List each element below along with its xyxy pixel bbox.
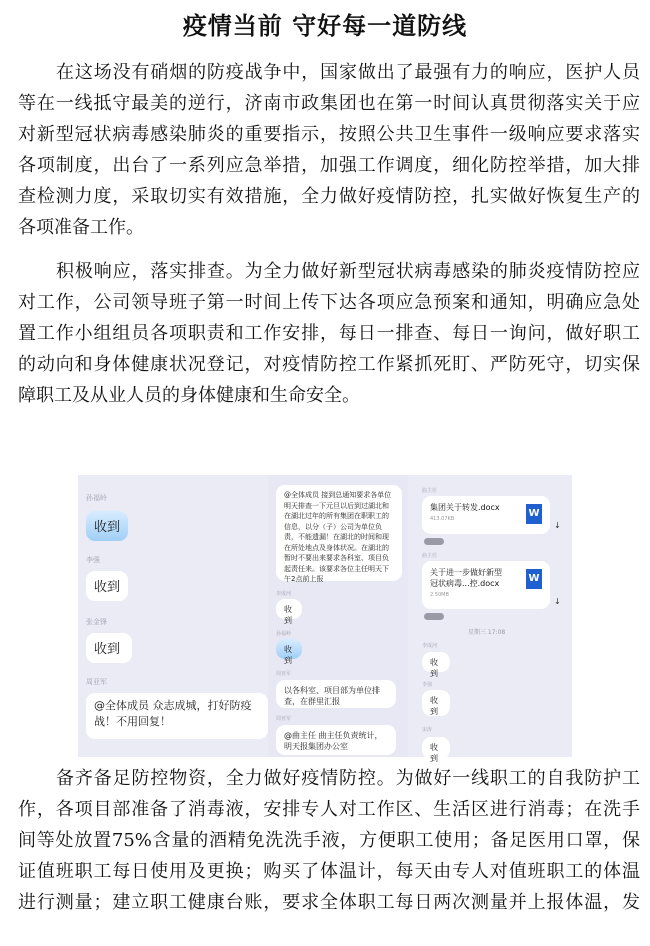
paragraph-3 [18, 763, 640, 918]
status-tag [424, 538, 444, 545]
file-size: 413.07KB [430, 516, 455, 522]
sender-name: 张金锋 [86, 618, 107, 626]
chat-column-2 [268, 475, 408, 757]
sender-name: 宋涛 [422, 727, 433, 733]
chat-bubble: @曲主任 曲主任负责统计，明天报集团办公室 [276, 725, 396, 755]
text-line: 各项准备工作。 [18, 217, 144, 238]
text-line: 查检测力度，采取切实有效措施，全力做好疫情防控，扎实做好恢复生产的 [18, 186, 640, 207]
sender-name: 曲主任 [422, 553, 438, 559]
text-line: 障职工及从业人员的身体健康和生命安全。 [18, 385, 360, 406]
sender-name: 孙福岭 [86, 494, 107, 502]
chat-bubble: 收到 [86, 511, 128, 541]
download-icon[interactable]: ↓ [554, 521, 561, 530]
paragraph-2 [18, 256, 640, 411]
chat-bubble: 收到 [422, 652, 450, 672]
file-name: 集团关于转发.docx [430, 503, 500, 512]
sender-name: 李强 [422, 682, 433, 688]
chat-column-1 [78, 475, 268, 757]
file-name: 关于进一步做好新型冠状病毒...控.docx [430, 568, 502, 588]
chat-bubble: 收到 [422, 737, 450, 759]
chat-bubble: 收到 [276, 639, 302, 659]
text-line: 置工作小组组员各项职责和工作安排，每日一排查、每日一询问，做好职工 [18, 323, 640, 344]
text-line: 证值班职工每日使用及更换；购买了体温计，每天由专人对值班职工的体温 [18, 861, 640, 882]
word-document-icon: W [526, 569, 542, 589]
text-line: 的动向和身体健康状况登记，对疫情防控工作紧抓死盯、严防死守，切实保 [18, 354, 640, 375]
chat-bubble: 收到 [422, 690, 450, 716]
file-size: 2.50MB [430, 592, 449, 598]
sender-name: 周亚军 [86, 678, 107, 686]
text-line: 积极响应，落实排查。为全力做好新型冠状病毒感染的肺炎疫情防控应 [56, 261, 640, 282]
timestamp: 星期三 17:08 [468, 629, 506, 636]
chat-column-3 [410, 475, 572, 763]
text-line: 作，各项目部准备了消毒液，安排专人对工作区、生活区进行消毒；在洗手 [18, 799, 640, 820]
chat-bubble: 收到 [86, 571, 128, 601]
text-line: 进行测量；建立职工健康台账，要求全体职工每日两次测量并上报体温，发 [18, 892, 640, 913]
page-title: 疫情当前 守好每一道防线 [182, 12, 468, 40]
file-message[interactable] [422, 561, 550, 609]
sender-name: 曲主任 [422, 488, 438, 494]
sender-name: 孙福岭 [276, 631, 292, 637]
sender-name: 李成河 [276, 591, 292, 597]
text-line: 等在一线抵守最美的逆行，济南市政集团也在第一时间认真贯彻落实关于应 [18, 93, 640, 114]
sender-name: 李强 [86, 556, 100, 564]
paragraph-1 [18, 57, 640, 243]
text-line: 在这场没有硝烟的防疫战争中，国家做出了最强有力的响应，医护人员 [56, 62, 640, 83]
text-line: 对工作，公司领导班子第一时间上传下达各项应急预案和通知，明确应急处 [18, 292, 640, 313]
text-line: 备齐备足防控物资，全力做好疫情防控。为做好一线职工的自我防护工 [56, 768, 640, 789]
download-icon[interactable]: ↓ [554, 597, 561, 606]
text-line: 对新型冠状病毒感染肺炎的重要指示，按照公共卫生事件一级响应要求落实 [18, 124, 640, 145]
word-document-icon: W [526, 504, 542, 524]
status-tag [424, 613, 444, 620]
sender-name: 周亚军 [276, 716, 292, 722]
chat-bubble: 收到 [276, 599, 302, 619]
chat-bubble: @全体成员 众志成城，打好防疫战！不用回复！ [86, 693, 268, 739]
file-message[interactable] [422, 496, 550, 534]
chat-bubble: 以各科室、项目部为单位排查，在群里汇报 [276, 680, 396, 708]
chat-bubble: 收到 [86, 633, 132, 663]
chat-bubble: @全体成员 接到总通知要求各单位明天排查一下元旦以后到过湖北和在湖北过年的所有集团在职职工的信息，以分（子）公司为单位负责，不能遗漏！在湖北的时间和现在所处地点及身体状况。在湖北的暂时不要出来要求各科室、项目负起责任来。该要求各位主任明天下午2点前上报 [276, 485, 402, 581]
sender-name: 周亚军 [276, 671, 292, 677]
text-line: 间等处放置75%含量的酒精免洗洗手液，方便职工使用；备足医用口罩，保 [18, 830, 640, 851]
chat-screenshot-image [78, 475, 572, 763]
text-line: 各项制度，出台了一系列应急举措，加强工作调度，细化防控举措，加大排 [18, 155, 640, 176]
sender-name: 李成河 [422, 643, 438, 649]
